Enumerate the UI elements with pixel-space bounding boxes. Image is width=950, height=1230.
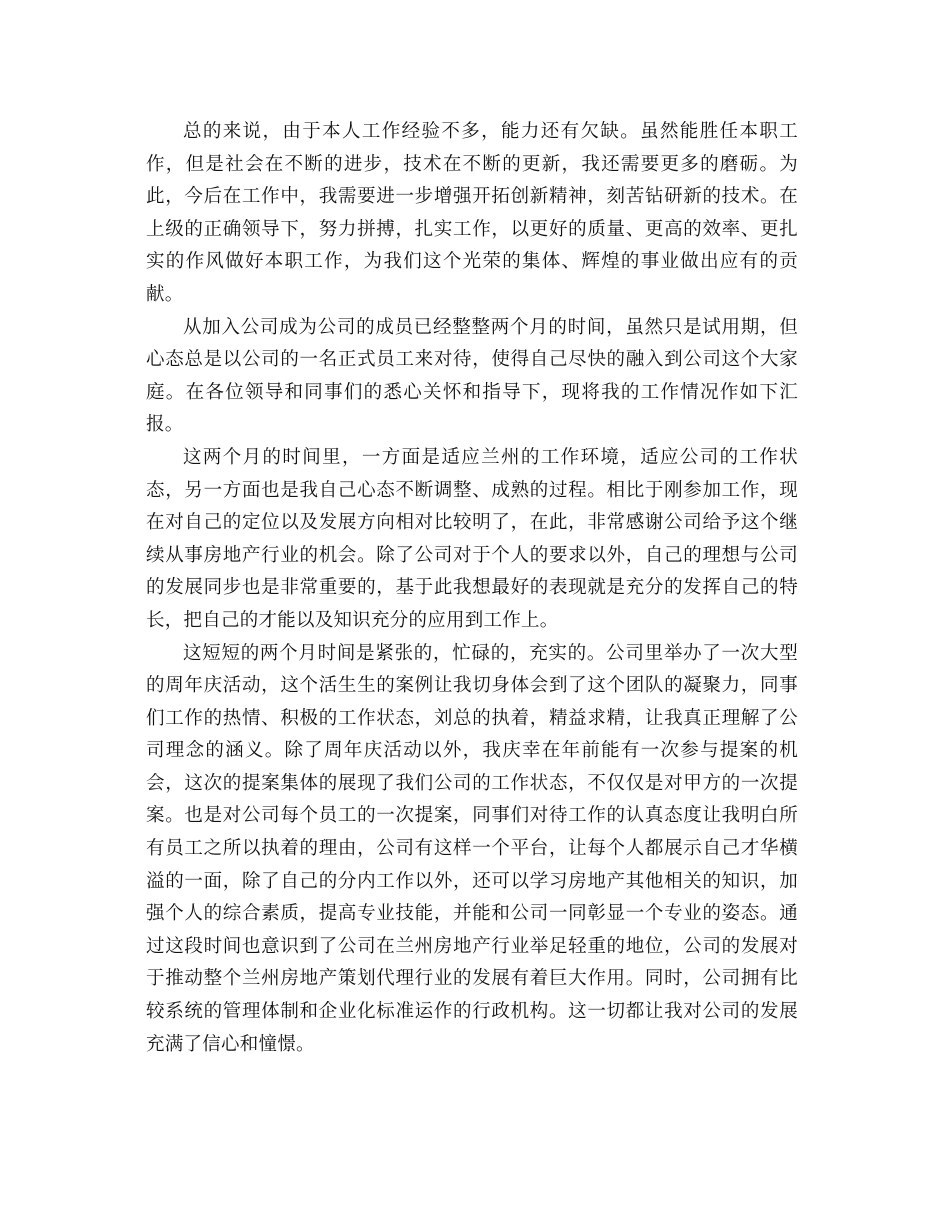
paragraph-1: 总的来说，由于本人工作经验不多，能力还有欠缺。虽然能胜任本职工作，但是社会在不断的进步，技术在不断的更新，我还需要更多的磨砺。为此，今后在工作中，我需要进一步增强开拓创新精神，刻苦钻研新的技术。在上级的正确领导下，努力拼搏，扎实工作，以更好的质量、更高的效率、更扎实的作风做好本职工作，为我们这个光荣的集体、辉煌的事业做出应有的贡献。 [146, 121, 798, 305]
paragraph-2: 从加入公司成为公司的成员已经整整两个月的时间，虽然只是试用期，但心态总是以公司的一名正式员工来对待，使得自己尽快的融入到公司这个大家庭。在各位领导和同事们的悉心关怀和指导下，现将我的工作情况作如下汇报。 [146, 316, 798, 436]
paragraph-3: 这两个月的时间里，一方面是适应兰州的工作环境，适应公司的工作状态，另一方面也是我自己心态不断调整、成熟的过程。相比于刚参加工作，现在对自己的定位以及发展方向相对比较明了，在此，非常感谢公司给予这个继续从事房地产行业的机会。除了公司对于个人的要求以外，自己的理想与公司的发展同步也是非常重要的，基于此我想最好的表现就是充分的发挥自己的特长，把自己的才能以及知识充分的应用到工作上。 [146, 446, 798, 631]
paragraph-4: 这短短的两个月时间是紧张的，忙碌的，充实的。公司里举办了一次大型的周年庆活动，这个活生生的案例让我切身体会到了这个团队的凝聚力，同事们工作的热情、积极的工作状态，刘总的执着，精益求精，让我真正理解了公司理念的涵义。除了周年庆活动以外，我庆幸在年前能有一次参与提案的机会，这次的提案集体的展现了我们公司的工作状态，不仅仅是对甲方的一次提案。也是对公司每个员工的一次提案，同事们对待工作的认真态度让我明白所有员工之所以执着的理由，公司有这样一个平台，让每个人都展示自己才华横溢的一面，除了自己的分内工作以外，还可以学习房地产其他相关的知识，加强个人的综合素质，提高专业技能，并能和公司一同彰显一个专业的姿态。通过这段时间也意识到了公司在兰州房地产行业举足轻重的地位，公司的发展对于推动整个兰州房地产策划代理行业的发展有着巨大作用。同时，公司拥有比较系统的管理体制和企业化标准运作的行政机构。这一切都让我对公司的发展充满了信心和憧憬。 [146, 642, 798, 1055]
document-body [146, 116, 798, 1061]
